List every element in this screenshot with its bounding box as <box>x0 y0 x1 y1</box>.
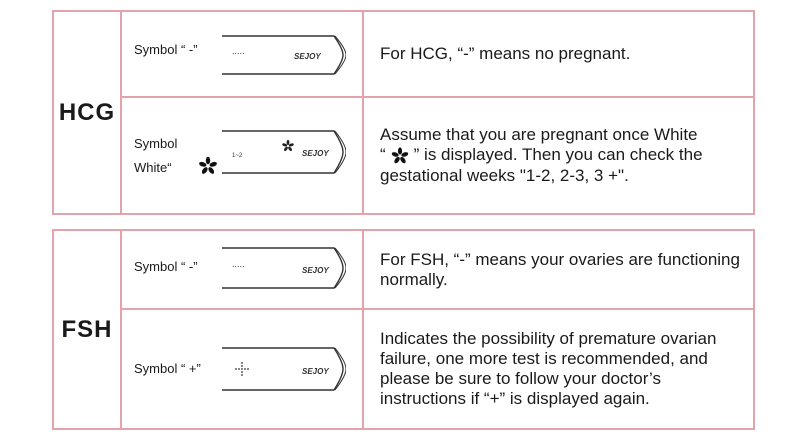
test-device-icon <box>222 347 346 391</box>
fsh-row2-description: Indicates the possibility of premature ovarian failure, one more test is recommended, and please be sure to follow your doctor’s instructions if “+” is displayed again. <box>380 329 717 408</box>
hcg-row2-description-cell <box>364 98 753 213</box>
test-device-icon <box>222 130 346 174</box>
hcg-row1-description: For HCG, “-” means no pregnant. <box>380 44 631 63</box>
device-brand: SEJOY <box>302 149 329 158</box>
hcg-row2-description: Assume that you are pregnant once White “ ” is displayed. Then you can check the gestational weeks "1-2, 2-3, 3 +". <box>380 125 703 185</box>
device-weeks: 1~2 <box>232 153 243 159</box>
hcg-row1-symbol-label: Symbol “ -” <box>134 42 198 57</box>
hcg-row1-description-cell <box>364 12 753 96</box>
fsh-row1-symbol-label: Symbol “ -” <box>134 259 198 274</box>
flower-symbol-icon <box>390 146 410 166</box>
device-brand: SEJOY <box>302 367 329 376</box>
fsh-row2-symbol-cell <box>120 310 364 428</box>
test-device-icon <box>222 35 346 75</box>
fsh-row2-symbol-label: Symbol “ +” <box>134 361 201 376</box>
hcg-row1-symbol-cell <box>120 12 364 96</box>
device-brand: SEJOY <box>294 52 321 61</box>
fsh-panel <box>52 229 755 430</box>
hcg-panel <box>52 10 755 215</box>
test-device-icon <box>222 247 346 289</box>
device-display-dots: ..... <box>232 259 245 269</box>
fsh-row1-symbol-cell <box>120 231 364 308</box>
fsh-row2-description-cell <box>364 310 753 428</box>
flower-symbol-icon <box>197 155 219 177</box>
hcg-title: HCG <box>54 12 122 213</box>
hcg-row2-white-label: White“ <box>134 160 172 175</box>
hcg-row2-symbol-label: Symbol <box>134 136 178 151</box>
fsh-row1-description-cell <box>364 231 753 308</box>
fsh-title: FSH <box>54 231 122 428</box>
fsh-row1-description: For FSH, “-” means your ovaries are functioning normally. <box>380 249 740 289</box>
hcg-row2-symbol-cell <box>120 98 364 213</box>
device-brand: SEJOY <box>302 266 329 275</box>
device-display-dots: ..... <box>232 46 245 56</box>
